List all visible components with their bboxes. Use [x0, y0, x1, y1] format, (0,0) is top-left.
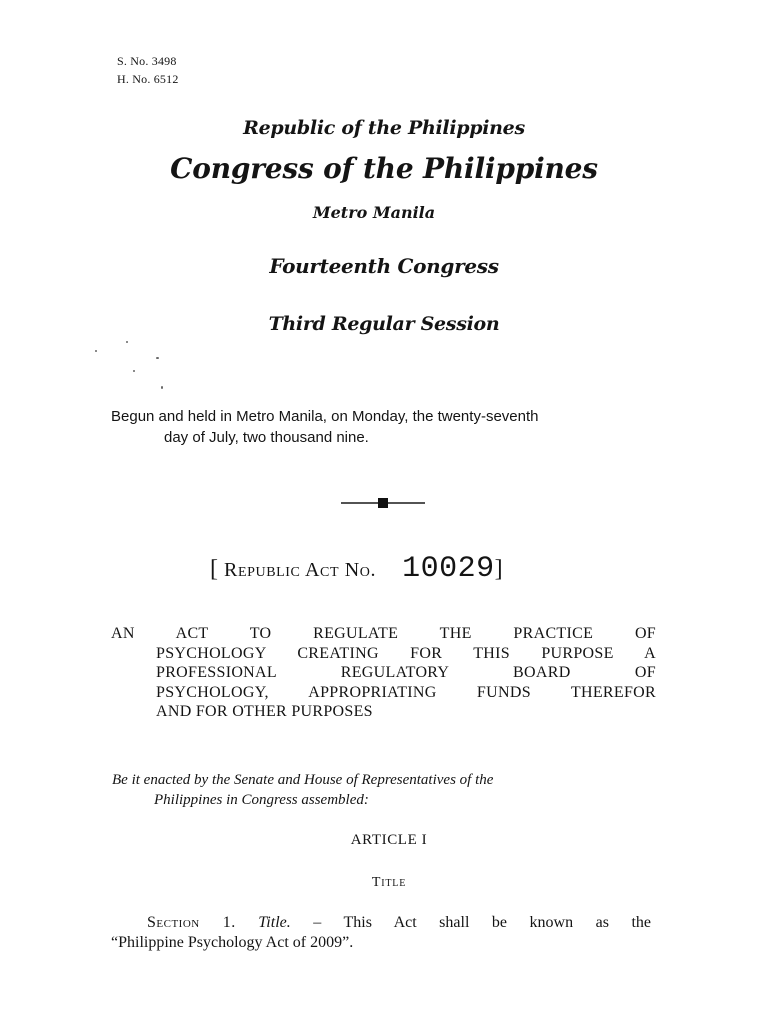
scan-speck — [161, 386, 163, 389]
act-title-line-4: PSYCHOLOGY, APPROPRIATING FUNDS THEREFOR — [156, 683, 656, 701]
act-title-line-1: AN ACT TO REGULATE THE PRACTICE OF — [111, 625, 656, 642]
header-republic: Republic of the Philippines — [243, 117, 525, 139]
republic-act-heading — [210, 552, 503, 586]
section-1-line-1 — [111, 913, 651, 933]
act-title — [111, 624, 656, 722]
bill-numbers — [117, 52, 179, 88]
header-congress-number: Fourteenth Congress — [269, 254, 499, 278]
article-heading: ARTICLE I — [350, 832, 428, 848]
header-location: Metro Manila — [312, 203, 436, 222]
section-1-line-2: “Philippine Psychology Act of 2009”. — [111, 934, 354, 951]
enacting-clause-line-2: Philippines in Congress assembled: — [154, 792, 369, 808]
scan-speck — [126, 341, 128, 343]
republic-act-label: Republic Act No. — [224, 559, 377, 581]
act-title-line-3: PROFESSIONAL REGULATORY BOARD OF — [156, 664, 656, 681]
enacting-clause-line-1: Be it enacted by the Senate and House of Representatives of the — [112, 772, 494, 788]
ornamental-divider — [341, 495, 425, 511]
enacting-clause — [112, 770, 652, 810]
house-bill-number: H. No. 6512 — [117, 72, 179, 86]
session-statement — [111, 406, 671, 448]
section-text-1: – This Act shall be known as the — [290, 914, 652, 931]
header-congress: Congress of the Philippines — [170, 152, 598, 185]
scan-speck — [95, 350, 97, 352]
scan-speck — [156, 357, 159, 359]
header-session: Third Regular Session — [268, 313, 500, 335]
republic-act-number: 10029 — [402, 552, 495, 586]
section-1 — [111, 913, 651, 953]
act-title-line-2: PSYCHOLOGY CREATING FOR THIS PURPOSE A — [156, 644, 656, 662]
bracket-close: ] — [494, 556, 503, 582]
article-title: Title — [371, 875, 407, 890]
scan-speck — [133, 370, 135, 372]
session-statement-line-1: Begun and held in Metro Manila, on Monday, the twenty-seventh — [111, 408, 539, 425]
session-statement-line-2: day of July, two thousand nine. — [164, 429, 369, 446]
section-label: Section 1. — [147, 914, 236, 931]
act-title-line-5: AND FOR OTHER PURPOSES — [156, 703, 373, 720]
section-title: Title. — [258, 914, 291, 931]
senate-bill-number: S. No. 3498 — [117, 54, 177, 68]
bracket-open: [ — [210, 556, 218, 582]
